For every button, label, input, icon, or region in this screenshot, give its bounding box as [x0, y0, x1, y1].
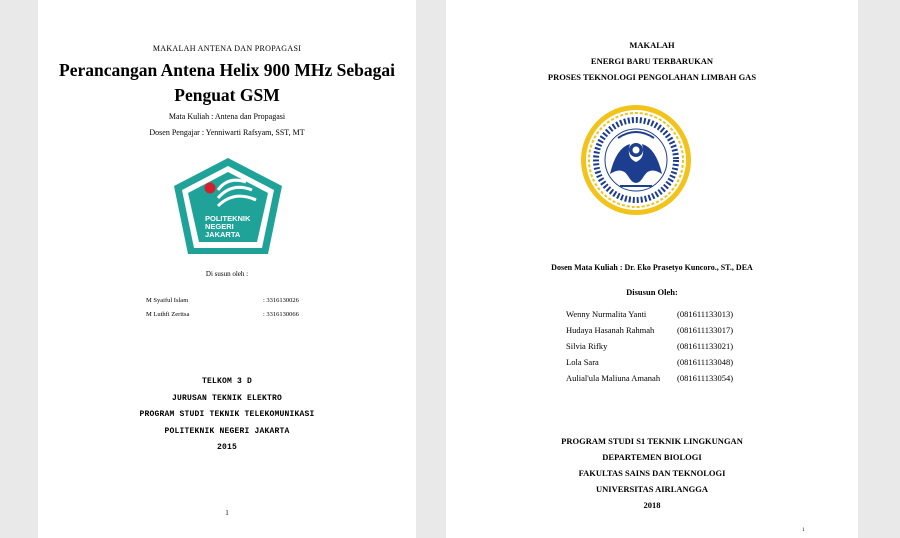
paper-title [38, 58, 416, 108]
author-name: M Luthfi Zeritsa [146, 311, 190, 318]
class-label: TELKOM 3 D [201, 377, 252, 386]
author-name: Hudaya Hasanah Rahmah [566, 325, 655, 335]
author-name: Lola Sara [566, 357, 599, 367]
left-document-page [38, 0, 416, 538]
paper-heading: MAKALAH [629, 40, 675, 50]
author-nim: (081611133054) [677, 373, 734, 383]
year-label: 2015 [216, 443, 237, 452]
author-row [566, 357, 734, 367]
department-label: DEPARTEMEN BIOLOGI [602, 452, 702, 462]
course-name: Mata Kuliah : Antena dan Propagasi [168, 112, 286, 121]
author-nim: (081611133017) [677, 325, 734, 335]
paper-title-line-1: Perancangan Antena Helix 900 MHz Sebagai [59, 60, 395, 80]
year-label: 2018 [643, 500, 661, 510]
author-row [566, 309, 734, 319]
author-nim: : 3316130026 [263, 297, 299, 304]
author-row [566, 325, 734, 335]
author-row [566, 341, 734, 351]
author-name: M Syaiful Islam [146, 297, 189, 304]
university-label: UNIVERSITAS AIRLANGGA [595, 484, 709, 494]
author-nim: (081611133021) [677, 341, 734, 351]
program-label: PROGRAM STUDI TEKNIK TELEKOMUNIKASI [139, 410, 315, 419]
author-name: Wenny Nurmalita Yanti [566, 309, 647, 319]
author-nim: (081611133013) [677, 309, 734, 319]
paper-subject: ENERGI BARU TERBARUKAN [590, 56, 714, 66]
author-row [146, 297, 299, 304]
right-document-page [446, 0, 858, 538]
airlangga-logo [580, 104, 692, 216]
author-nim: : 3316130066 [263, 311, 299, 318]
author-row [146, 311, 299, 318]
page-number: 1 [225, 509, 229, 517]
lecturer-name: Dosen Pengajar : Yenniwarti Rafsyam, SST, MT [149, 128, 305, 137]
department-label: JURUSAN TEKNIK ELEKTRO [171, 394, 283, 403]
logo-text-negeri: NEGERI [205, 222, 234, 231]
author-name: Silvia Rifky [566, 341, 608, 351]
prepared-by-label: Disusun Oleh: [626, 287, 678, 297]
author-name: Aulial'ula Maliuna Amanah [566, 373, 661, 383]
lecturer-name: Dosen Mata Kuliah : Dr. Eko Prasetyo Kuncoro., ST., DEA [551, 263, 753, 272]
page-number: 1 [802, 528, 805, 533]
school-label: POLITEKNIK NEGERI JAKARTA [164, 427, 290, 436]
prepared-by-label: Di susun oleh : [205, 270, 249, 278]
logo-text-jakarta: JAKARTA [205, 230, 241, 239]
author-row [566, 373, 734, 383]
paper-heading: MAKALAH ANTENA DAN PROPAGASI [152, 44, 302, 53]
faculty-label: FAKULTAS SAINS DAN TEKNOLOGI [578, 468, 726, 478]
politeknik-logo [172, 156, 284, 256]
author-nim: (081611133048) [677, 357, 734, 367]
logo-text-politeknik: POLITEKNIK [205, 214, 251, 223]
paper-title-line-2: Penguat GSM [174, 85, 280, 105]
program-label: PROGRAM STUDI S1 TEKNIK LINGKUNGAN [561, 436, 743, 446]
paper-title: PROSES TEKNOLOGI PENGOLAHAN LIMBAH GAS [547, 72, 757, 82]
